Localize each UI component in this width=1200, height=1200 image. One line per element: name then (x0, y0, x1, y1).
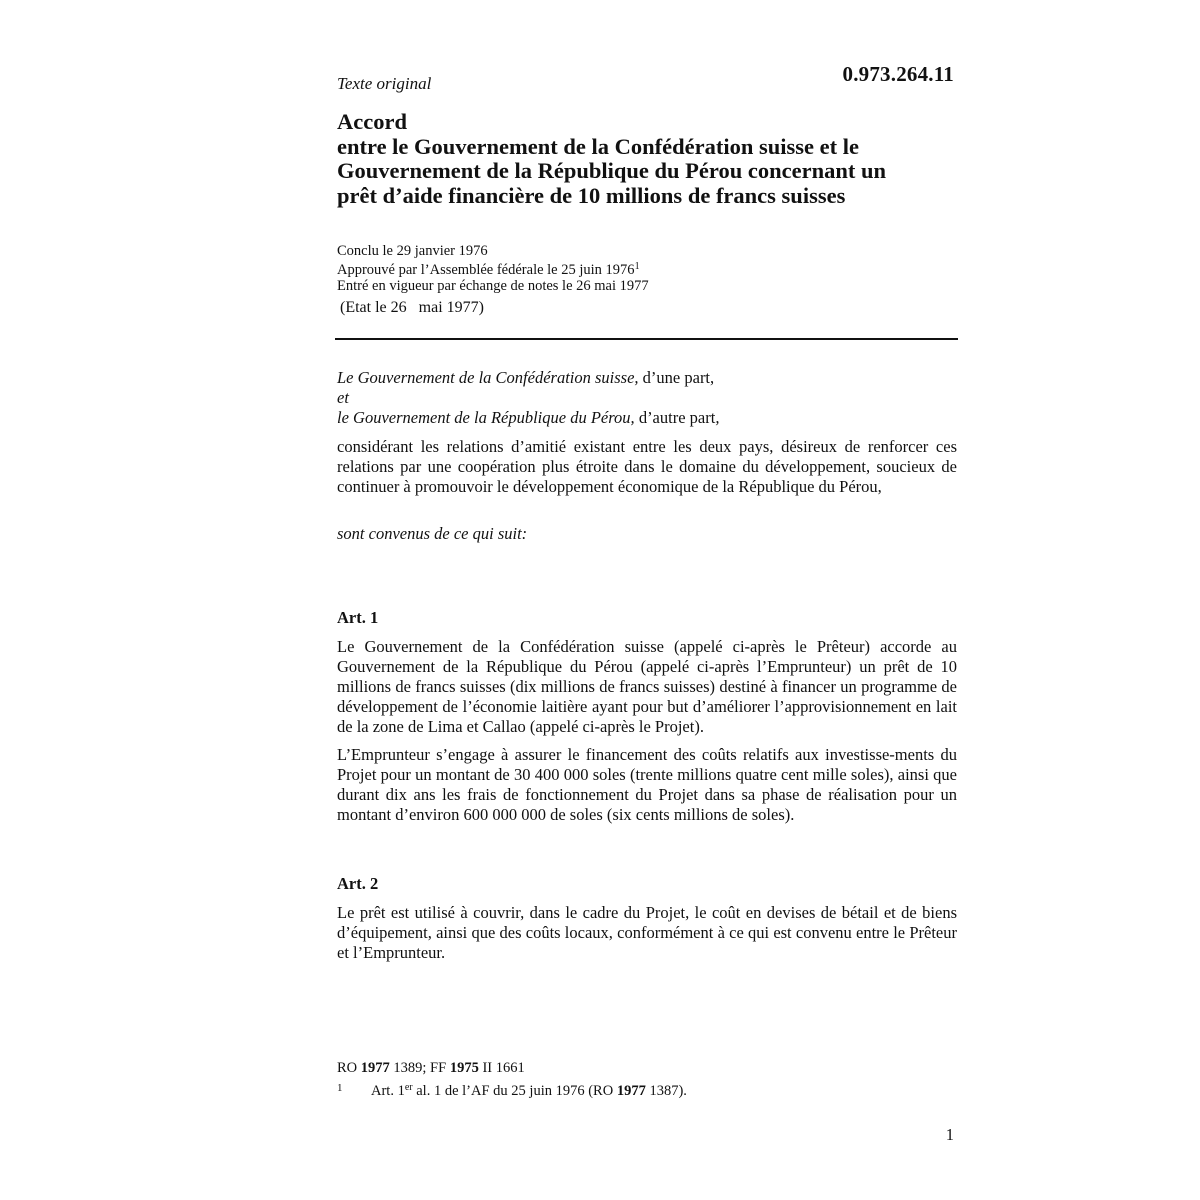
title-line-4: prêt d’aide financière de 10 millions de francs suisses (337, 182, 846, 208)
footnote-ref-1: 1 (634, 261, 640, 272)
document-metadata (337, 243, 649, 294)
article-2-paragraph-1: Le prêt est utilisé à couvrir, dans le cadre du Projet, le coût en devises de bétail et de biens d’équipement, ainsi que des coûts locaux, conformément à ce qui est convenu entre le Prêteur et l’Emprunteur. (337, 903, 957, 962)
header-divider (335, 338, 958, 340)
state-date: (Etat le 26 mai 1977) (340, 299, 484, 316)
article-1-paragraph-1: Le Gouvernement de la Confédération suisse (appelé ci-après le Prêteur) accorde au Gouvernement de la République du Pérou (appelé ci-après l’Emprunteur) un prêt de 10 millions de francs suisses (dix millions de francs suisses) destiné à financer un programme de développement de l’économie laitière ayant pour but d’améliorer l’approvisionnement en lait de la zone de Lima et Callao (appelé ci-après le Projet). (337, 637, 957, 736)
approved-date: Approuvé par l’Assemblée fédérale le 25 juin 1976$^1$ (337, 261, 640, 278)
article-1-paragraph-2: L’Emprunteur s’engage à assurer le financement des coûts relatifs aux investisse-ments du Projet pour un montant de 30 400 000 soles (trente millions quatre cent mille soles), ainsi que durant dix ans les frais de fonctionnement du Projet dans sa phase de réalisation pour un montant d’environ 600 000 000 de soles (six cents millions de soles). (337, 745, 957, 824)
article-1-heading: Art. 1 (337, 608, 379, 627)
preamble-agreed: sont convenus de ce qui suit: (337, 524, 528, 543)
page-number: 1 (945, 1125, 954, 1144)
concluded-date: Conclu le 29 janvier 1976 (337, 243, 488, 259)
party-1: Le Gouvernement de la Confédération suisse, d’une part, (337, 368, 715, 387)
title-line-3: Gouvernement de la République du Pérou concernant un (337, 158, 886, 183)
document-title (337, 110, 957, 208)
document-number: 0.973.264.11 (842, 62, 954, 86)
entry-into-force-date: Entré en vigueur par échange de notes le 26 mai 1977 (337, 278, 649, 294)
preamble-considering: considérant les relations d’amitié existant entre les deux pays, désireux de renforcer ces relations par une coopération plus étroite dans le domaine du développement, soucieux de continuer à promouvoir le développement économique de la République du Pérou, (337, 437, 957, 496)
footnotes (337, 1059, 687, 1101)
conjunction: et (337, 388, 349, 407)
party-2: le Gouvernement de la République du Pérou, d’autre part, (337, 408, 720, 427)
footnote-1-number: 1 (337, 1082, 343, 1094)
publication-reference: RO 1977 1389; FF 1975 II 1661 (337, 1060, 525, 1076)
original-text-label: Texte original (337, 74, 432, 93)
preamble-parties (337, 368, 957, 428)
article-2-heading: Art. 2 (337, 874, 379, 893)
title-line-1: Accord (337, 109, 407, 134)
footnote-1: 1 Art. 1er al. 1 de l’AF du 25 juin 1976 (RO 1977 1387). (337, 1078, 687, 1101)
title-line-2: entre le Gouvernement de la Confédération suisse et le (337, 133, 859, 159)
